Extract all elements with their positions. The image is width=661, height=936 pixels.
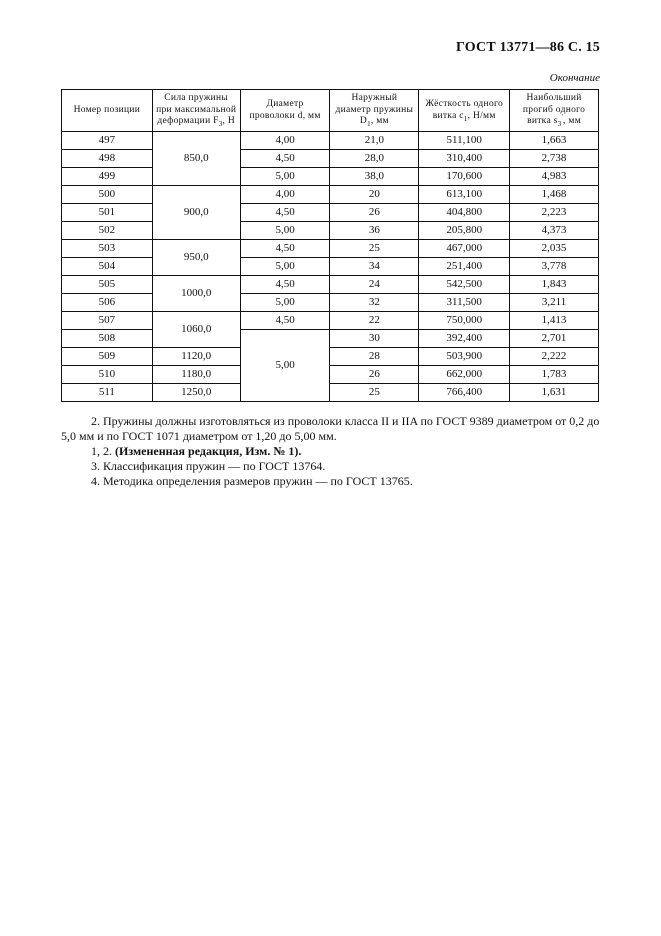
cell-diameter: 4,00 xyxy=(240,186,330,204)
cell-outer: 21,0 xyxy=(330,132,419,150)
cell-diameter: 5,00 xyxy=(240,168,330,186)
cell-stiffness: 542,500 xyxy=(419,276,510,294)
cell-stiffness: 662,000 xyxy=(419,366,510,384)
cell-force: 850,0 xyxy=(152,132,240,186)
header-stiffness: Жёсткость одного витка $c_1$, Н/мм xyxy=(419,90,510,132)
cell-outer: 22 xyxy=(330,312,419,330)
page-header: ГОСТ 13771—86 С. 15 xyxy=(456,40,600,55)
cell-deflection: 2,223 xyxy=(510,204,599,222)
cell-outer: 32 xyxy=(330,294,419,312)
cell-stiffness: 170,600 xyxy=(419,168,510,186)
table-header-row xyxy=(62,90,599,132)
header-position: Номер позиции xyxy=(62,90,153,132)
cell-force: 1120,0 xyxy=(152,348,240,366)
cell-deflection: 2,701 xyxy=(510,330,599,348)
cell-deflection: 2,222 xyxy=(510,348,599,366)
note-3: 3. Классификация пружин — по ГОСТ 13764. xyxy=(91,459,326,473)
cell-deflection: 1,468 xyxy=(510,186,599,204)
cell-outer: 24 xyxy=(330,276,419,294)
table-row xyxy=(62,132,599,150)
cell-stiffness: 251,400 xyxy=(419,258,510,276)
cell-stiffness: 613,100 xyxy=(419,186,510,204)
cell-position: 511 xyxy=(62,384,153,402)
cell-diameter: 5,00 xyxy=(240,330,330,402)
cell-diameter: 5,00 xyxy=(240,222,330,240)
cell-stiffness: 511,100 xyxy=(419,132,510,150)
cell-stiffness: 750,000 xyxy=(419,312,510,330)
cell-outer: 28 xyxy=(330,348,419,366)
note-amendment-bold: (Измененная редакция, Изм. № 1). xyxy=(115,444,302,458)
notes-section xyxy=(61,414,601,489)
cell-stiffness: 311,500 xyxy=(419,294,510,312)
table-row xyxy=(62,150,599,168)
table-row xyxy=(62,186,599,204)
cell-outer: 25 xyxy=(330,384,419,402)
cell-position: 498 xyxy=(62,150,153,168)
cell-position: 506 xyxy=(62,294,153,312)
table-row xyxy=(62,240,599,258)
cell-position: 503 xyxy=(62,240,153,258)
cell-deflection: 3,778 xyxy=(510,258,599,276)
cell-diameter: 5,00 xyxy=(240,294,330,312)
cell-outer: 28,0 xyxy=(330,150,419,168)
cell-stiffness: 392,400 xyxy=(419,330,510,348)
note-amendment-prefix: 1, 2. xyxy=(91,444,112,458)
table-row xyxy=(62,294,599,312)
cell-diameter: 4,50 xyxy=(240,276,330,294)
cell-deflection: 1,783 xyxy=(510,366,599,384)
table-row xyxy=(62,258,599,276)
cell-stiffness: 404,800 xyxy=(419,204,510,222)
note-2: 2. Пружины должны изготовляться из проволоки класса II и IIA по ГОСТ 9389 диаметром от 0,2 до 5,0 мм и по ГОСТ 1071 диаметром от 1,20 до 5,00 мм. xyxy=(61,414,600,443)
table-row xyxy=(62,348,599,366)
cell-outer: 20 xyxy=(330,186,419,204)
cell-position: 499 xyxy=(62,168,153,186)
header-outer-diameter: Наружный диаметр пружины $D_1$, мм xyxy=(330,90,419,132)
table-row xyxy=(62,330,599,348)
table-row xyxy=(62,168,599,186)
cell-position: 502 xyxy=(62,222,153,240)
cell-diameter: 4,00 xyxy=(240,132,330,150)
cell-deflection: 1,663 xyxy=(510,132,599,150)
cell-deflection: 1,413 xyxy=(510,312,599,330)
cell-stiffness: 467,000 xyxy=(419,240,510,258)
cell-deflection: 4,373 xyxy=(510,222,599,240)
cell-force: 950,0 xyxy=(152,240,240,276)
table-caption: Окончание xyxy=(549,72,600,84)
note-4: 4. Методика определения размеров пружин — по ГОСТ 13765. xyxy=(91,474,413,488)
header-wire-diameter: Диаметр проволоки d, мм xyxy=(240,90,330,132)
cell-outer: 26 xyxy=(330,204,419,222)
cell-stiffness: 310,400 xyxy=(419,150,510,168)
header-force: Сила пружины при максимальной деформации $F_3$, Н xyxy=(152,90,240,132)
cell-outer: 34 xyxy=(330,258,419,276)
cell-outer: 26 xyxy=(330,366,419,384)
table-row xyxy=(62,384,599,402)
cell-force: 1000,0 xyxy=(152,276,240,312)
cell-deflection: 1,631 xyxy=(510,384,599,402)
cell-force: 1180,0 xyxy=(152,366,240,384)
cell-position: 504 xyxy=(62,258,153,276)
cell-deflection: 2,035 xyxy=(510,240,599,258)
cell-force: 1060,0 xyxy=(152,312,240,348)
table-row xyxy=(62,276,599,294)
cell-diameter: 4,50 xyxy=(240,312,330,330)
cell-deflection: 1,843 xyxy=(510,276,599,294)
cell-position: 505 xyxy=(62,276,153,294)
cell-outer: 36 xyxy=(330,222,419,240)
header-deflection: Наибольший прогиб одного витка $s_3'$, мм xyxy=(510,90,599,132)
cell-outer: 25 xyxy=(330,240,419,258)
cell-stiffness: 766,400 xyxy=(419,384,510,402)
note-amendment xyxy=(61,444,601,459)
cell-diameter: 4,50 xyxy=(240,240,330,258)
table-row xyxy=(62,366,599,384)
cell-diameter: 4,50 xyxy=(240,150,330,168)
cell-diameter: 5,00 xyxy=(240,258,330,276)
cell-outer: 30 xyxy=(330,330,419,348)
cell-diameter: 4,50 xyxy=(240,204,330,222)
cell-position: 509 xyxy=(62,348,153,366)
cell-position: 501 xyxy=(62,204,153,222)
cell-position: 510 xyxy=(62,366,153,384)
cell-force: 900,0 xyxy=(152,186,240,240)
cell-position: 500 xyxy=(62,186,153,204)
springs-table xyxy=(61,89,599,402)
table-row xyxy=(62,204,599,222)
cell-stiffness: 503,900 xyxy=(419,348,510,366)
cell-stiffness: 205,800 xyxy=(419,222,510,240)
cell-deflection: 2,738 xyxy=(510,150,599,168)
table-row xyxy=(62,222,599,240)
cell-outer: 38,0 xyxy=(330,168,419,186)
cell-position: 507 xyxy=(62,312,153,330)
table-row xyxy=(62,312,599,330)
cell-deflection: 3,211 xyxy=(510,294,599,312)
cell-deflection: 4,983 xyxy=(510,168,599,186)
cell-position: 497 xyxy=(62,132,153,150)
cell-force: 1250,0 xyxy=(152,384,240,402)
cell-position: 508 xyxy=(62,330,153,348)
